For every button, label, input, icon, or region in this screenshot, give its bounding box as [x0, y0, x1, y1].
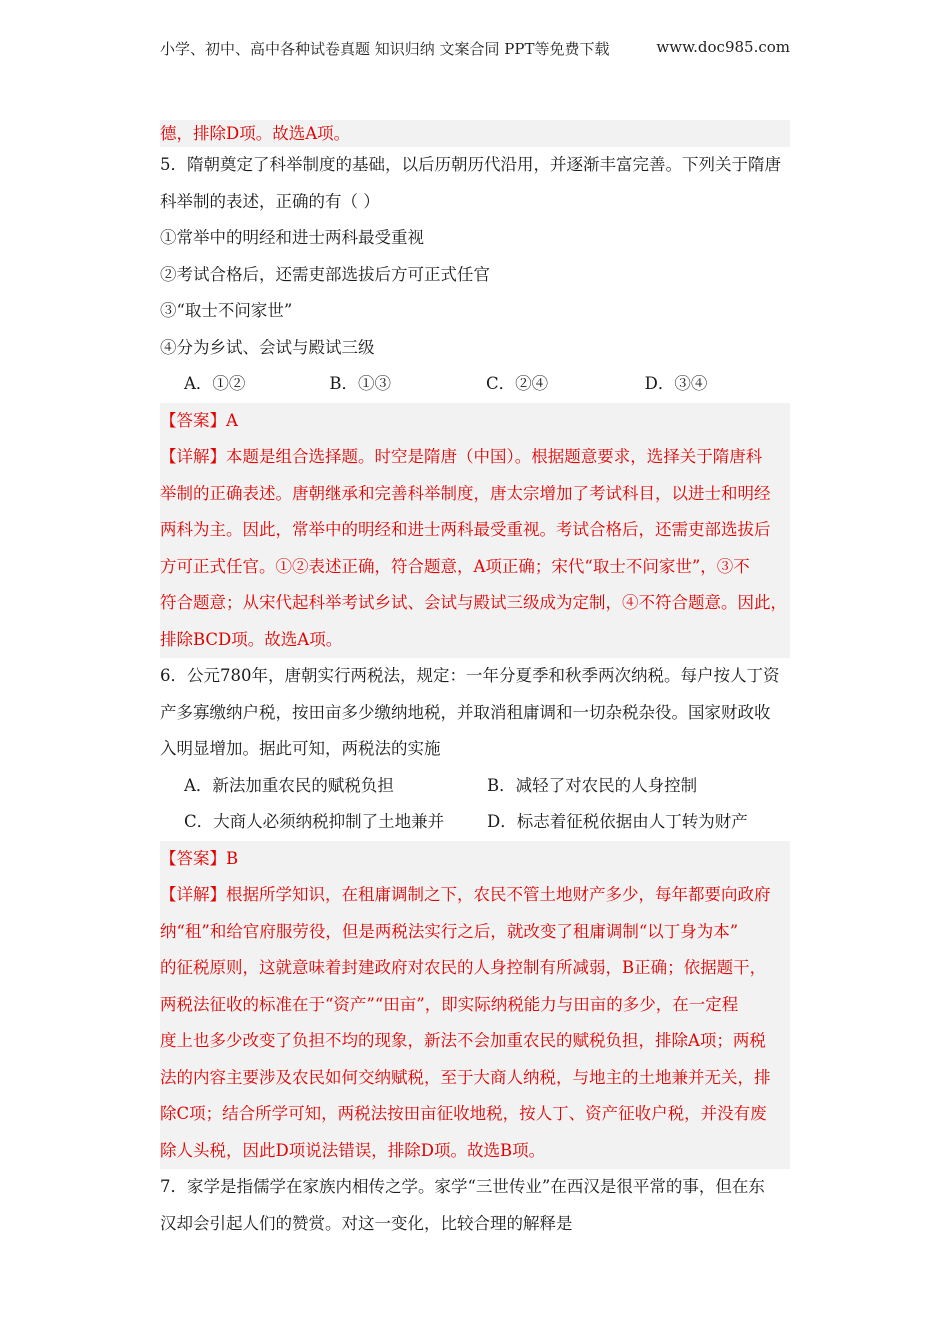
option-b: B．①③: [329, 374, 391, 393]
explanation-line: 除C项；结合所学可知，两税法按田亩征收地税，按人丁、资产征收户税，并没有废: [160, 1104, 767, 1123]
option-d: D．③④: [644, 374, 708, 393]
question-5-item: ④分为乡试、会试与殿试三级: [160, 337, 375, 357]
question-5: [160, 147, 790, 658]
question-6: [160, 658, 790, 1169]
page-header: [160, 38, 790, 59]
option-b: B．减轻了对农民的人身控制: [487, 775, 698, 795]
explanation-line: 两科为主。因此，常举中的明经和进士两科最受重视。考试合格后，还需吏部选拔后: [160, 520, 771, 539]
explanation-line: 方可正式任官。①②表述正确，符合题意，A项正确；宋代“取士不问家世”，③不: [160, 556, 750, 576]
header-url: www.doc985.com: [656, 38, 790, 56]
question-5-stem-line: 5．隋朝奠定了科举制度的基础，以后历朝历代沿用，并逐渐丰富完善。下列关于隋唐: [160, 155, 781, 174]
explanation-line: 两税法征收的标准在于“资产”“田亩”，即实际纳税能力与田亩的多少，在一定程: [160, 994, 739, 1014]
question-6-options-row: [160, 768, 790, 805]
explanation-line: 纳“租”和给官府服劳役，但是两税法实行之后，就改变了租庸调制“以丁身为本”: [160, 921, 739, 941]
option-c: C．大商人必须纳税抑制了土地兼并: [184, 812, 445, 831]
option-d: D．标志着征税依据由人丁转为财产: [487, 812, 748, 831]
question-7: [160, 1169, 790, 1242]
prev-answer-tail: 德，排除D项。故选A项。: [160, 124, 351, 143]
question-5-options: [160, 366, 790, 403]
question-6-stem-line: 产多寡缴纳户税，按田亩多少缴纳地税，并取消租庸调和一切杂税杂役。国家财政收: [160, 702, 771, 722]
explanation-line: 法的内容主要涉及农民如何交纳赋税，至于大商人纳税，与地主的土地兼并无关，排: [160, 1067, 771, 1087]
header-text: 小学、初中、高中各种试卷真题 知识归纳 文案合同 PPT等免费下载: [160, 40, 610, 58]
question-6-answer-block: [160, 841, 790, 1170]
explanation-line: 举制的正确表述。唐朝继承和完善科举制度，唐太宗增加了考试科目，以进士和明经: [160, 483, 771, 503]
question-5-item: ①常举中的明经和进士两科最受重视: [160, 228, 424, 247]
explanation-line: 【详解】本题是组合选择题。时空是隋唐（中国）。根据题意要求，选择关于隋唐科: [160, 447, 763, 466]
document-body: [160, 120, 790, 1242]
question-5-answer-block: [160, 403, 790, 659]
answer-label: 【答案】B: [160, 848, 239, 868]
prev-answer-block: [160, 120, 790, 147]
question-6-stem-line: 6．公元780年，唐朝实行两税法，规定：一年分夏季和秋季两次纳税。每户按人丁资: [160, 666, 780, 685]
question-5-stem-line: 科举制的表述，正确的有（ ）: [160, 191, 380, 211]
question-5-item: ③“取士不问家世”: [160, 301, 293, 320]
option-c: C．②④: [486, 374, 549, 393]
question-6-options-row: [160, 804, 790, 841]
answer-label: 【答案】A: [160, 410, 238, 430]
question-6-stem-line: 入明显增加。据此可知，两税法的实施: [160, 739, 441, 758]
question-7-stem-line: 7．家学是指儒学在家族内相传之学。家学“三世传业”在西汉是很平常的事，但在东: [160, 1177, 765, 1196]
explanation-line: 的征税原则，这就意味着封建政府对农民的人身控制有所减弱，B正确；依据题干，: [160, 958, 767, 977]
option-a: A．新法加重农民的赋税负担: [184, 775, 394, 795]
explanation-line: 度上也多少改变了负担不均的现象，新法不会加重农民的赋税负担，排除A项；两税: [160, 1031, 766, 1050]
explanation-line: 【详解】根据所学知识，在租庸调制之下，农民不管土地财产多少，每年都要向政府: [160, 885, 771, 904]
question-7-stem-line: 汉却会引起人们的赞赏。对这一变化，比较合理的解释是: [160, 1213, 573, 1233]
explanation-line: 符合题意；从宋代起科举考试乡试、会试与殿试三级成为定制，④不符合题意。因此，: [160, 593, 787, 612]
option-a: A．①②: [184, 374, 246, 393]
question-5-item: ②考试合格后，还需吏部选拔后方可正式任官: [160, 264, 490, 284]
explanation-line: 排除BCD项。故选A项。: [160, 629, 343, 649]
explanation-line: 除人头税，因此D项说法错误，排除D项。故选B项。: [160, 1140, 546, 1160]
